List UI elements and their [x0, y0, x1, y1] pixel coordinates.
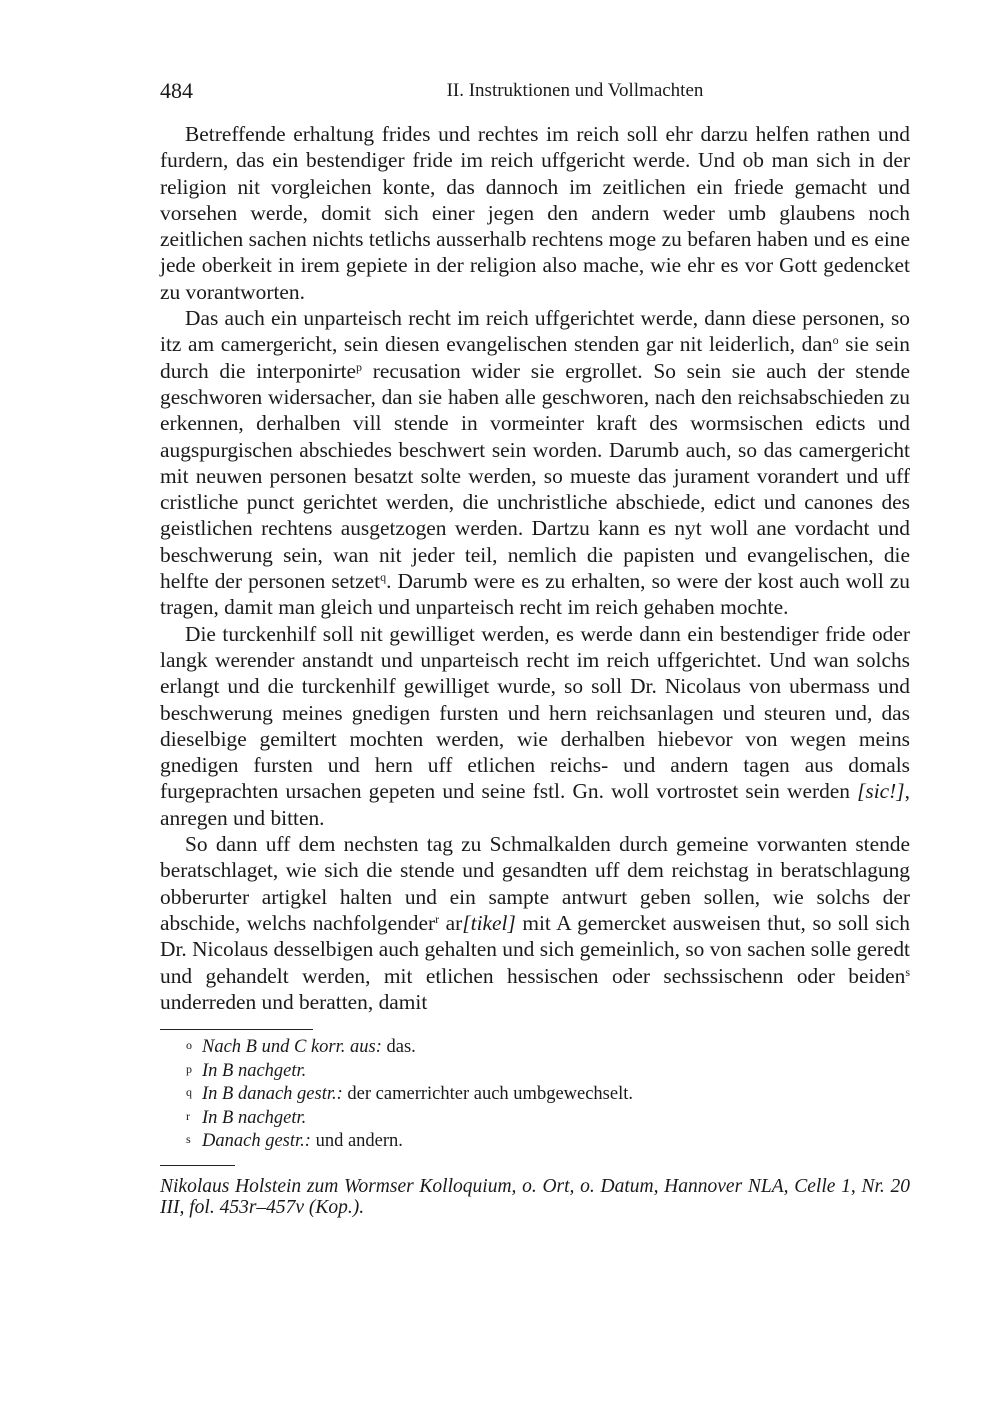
section-divider	[160, 1165, 235, 1166]
footnote-p: p In B nachgetr.	[186, 1060, 307, 1081]
paragraph-2: Das auch ein unparteisch recht im reich uffgerichtet werde, dann diese personen, so itz am camergericht, sein diesen evangelischen stenden gar nit leiderlich, dan$^o$ sie sein durch die interponirte$^p$ recusation wider sie ergrollet. So sein sie auch der stende geschworen widersacher, dan sie haben alle geschworen, nach den reichsabschieden zu erkennen, derhalben vill stende in vormeinter kraft des wormsischen edicts und augspurgischen abschiedes beschwert sein worden. Darumb auch, so das camergericht mit neuwen personen besatzt solte werden, so mueste das jurament vorandert und uff cristliche punct gerichtet werden, die unchristliche abschiede, edict und canones des geistlichen rechtens ausgetzogen werden. Dartzu kann es nyt woll ane vordacht und beschwerung sein, wan nit jeder teil, nemlich die papisten und evangelischen, die helfte der personen setzet$^q$. Darumb were es zu erhalten, so were der kost auch woll zu tragen, damit man gleich und unparteisch recht im reich gehaben mochte.	[160, 306, 910, 620]
footnote-mark-o: o	[832, 333, 839, 348]
footnote-mark-p: p	[356, 359, 363, 374]
next-document-heading: Nikolaus Holstein zum Wormser Kolloquium, o. Ort, o. Datum, Hannover NLA, Celle 1, Nr. 20 III, fol. 453r–457v (Kop.).	[160, 1175, 910, 1218]
footnote-mark-r: r	[435, 911, 440, 926]
editorial-sic: [sic!]	[857, 779, 905, 804]
main-text	[160, 121, 910, 1015]
paragraph-3: Die turckenhilf soll nit gewilliget werden, es werde dann ein bestendiger fride oder langk werender anstandt und unparteisch recht im reich uffgerichtet. Und wan solchs erlangt und die turckenhilf gewilliget wurde, so soll Dr. Nicolaus von ubermass und beschwerung meines gnedigen fursten und hern reichsanlagen und steuren und, das dieselbige gemiltert mochten werden, wie derhalben hiebevor von wegen meins gnedigen fursten und hern uff etlichen reichs- und andern tagen aus domals furgeprachten ursachen gepeten und seine fstl. Gn. woll vortrostet sein werden [sic!], anregen und bitten.	[160, 621, 910, 830]
paragraph-1: Betreffende erhaltung frides und rechtes im reich soll ehr darzu helfen rathen und furdern, das ein bestendiger fride im reich uffgericht werde. Und ob man sich in der religion nit vorgleichen konte, das dannoch im zeitlichen ein friede gemacht und vorsehen werde, domit sich einer jegen den andern weder umb glaubens noch zeitlichen sachen nichts tetlichs ausserhalb rechtens moge zu befaren haben und es eine jede oberkeit in irem gepiete in der religion also mache, wie ehr es vor Gott gedencket zu vorantworten.	[160, 122, 910, 304]
footnote-mark-q: q	[380, 570, 387, 585]
running-title: II. Instruktionen und Vollmachten	[446, 80, 704, 101]
document-page	[160, 78, 910, 1218]
paragraph-4: So dann uff dem nechsten tag zu Schmalkalden durch gemeine vorwanten stende beratschlaget, wie sich die stende und gesandten uff dem reichstag in beratschlagung obberurter artigkel halten und ein sampte antwurt geben sollen, wie solchs der abschide, welchs nachfolgender$^r$ ar[tikel] mit A gemercket ausweisen thut, so soll sich Dr. Nicolaus desselbigen auch gehalten und sich gemeinlich, so von sachen solle geredt und gehandelt werden, mit etlichen hessischen oder sechssischenn oder beiden$^s$ underreden und beratten, damit	[160, 832, 911, 1014]
footnote-divider	[160, 1029, 313, 1030]
footnote-q: q In B danach gestr.: der camerrichter auch umbgewechselt.	[186, 1084, 633, 1105]
footnotes	[160, 1036, 910, 1154]
footnote-r: r In B nachgetr.	[186, 1107, 307, 1128]
editorial-tikel: [tikel]	[462, 910, 516, 935]
page-header	[160, 78, 910, 108]
footnote-o: o Nach B und C korr. aus: das.	[186, 1037, 416, 1058]
page-number: 484	[160, 78, 193, 103]
footnote-mark-s: s	[905, 964, 910, 979]
footnote-s: s Danach gestr.: und andern.	[186, 1131, 403, 1152]
